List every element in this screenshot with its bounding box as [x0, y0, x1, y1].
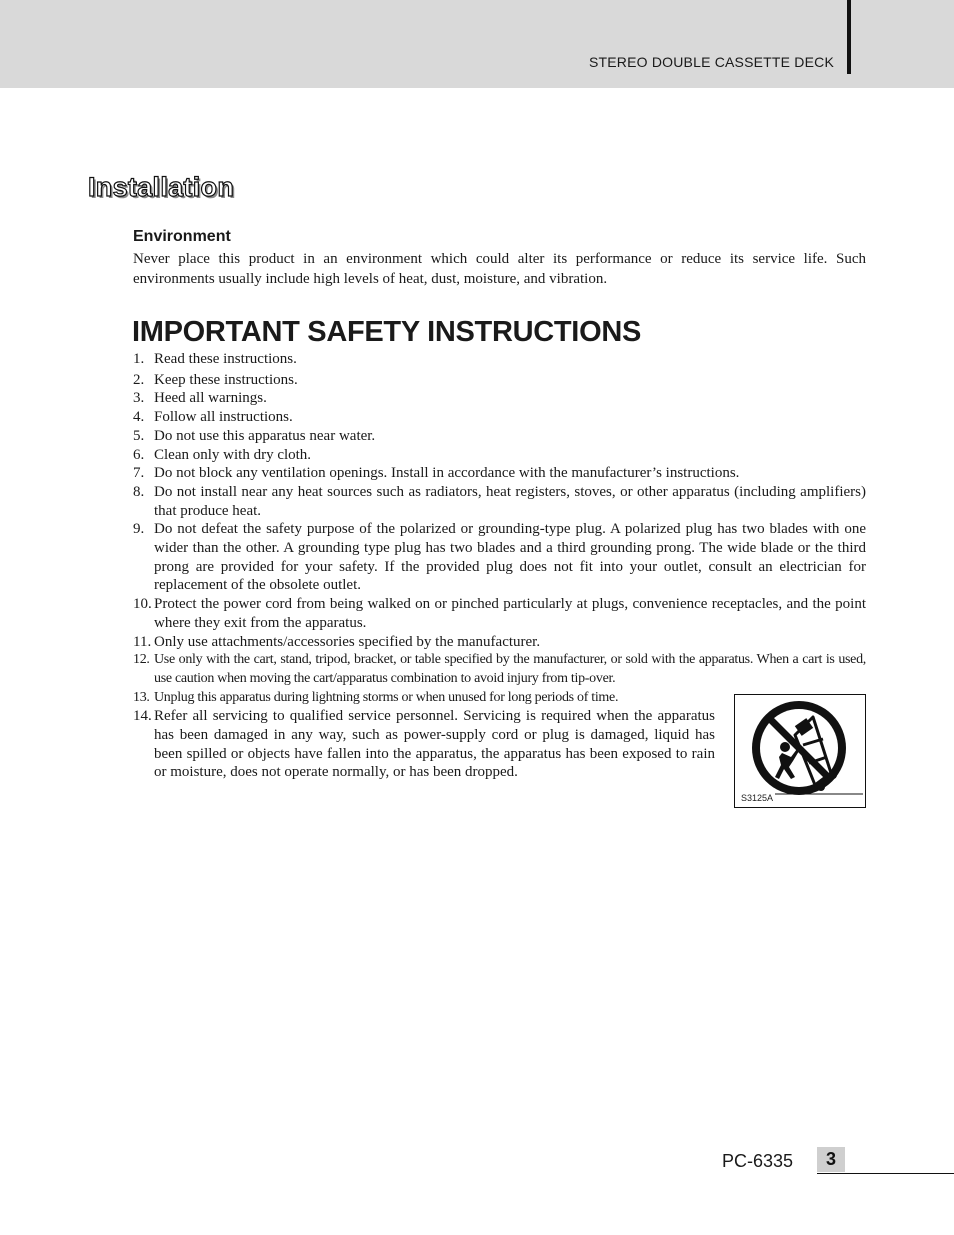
footer-model: PC-6335	[722, 1151, 794, 1171]
environment-text: Never place this product in an environment which could alter its performance or reduce its service life. Such environments usually include high levels of heat, dust, moisture, and vibration.	[133, 251, 866, 287]
header-band	[0, 0, 954, 88]
cart-warning-code: S3125A	[741, 793, 774, 803]
list-item: 6. Clean only with dry cloth.	[133, 446, 312, 463]
header-accent-bar	[847, 0, 851, 74]
section-title-installation: Installation	[88, 172, 235, 202]
list-item: 10. Protect the power cord from being walked on or pinched particularly at plugs, convenience receptacles, and the point where they exit from the apparatus.	[133, 596, 866, 631]
list-item: 14. Refer all servicing to qualified service personnel. Servicing is required when the apparatus has been damaged in any way, such as power-supply cord or plug is damaged, liquid has been spilled or objects have fallen into the apparatus, the apparatus has been exposed to rain or moisture, does not operate normally, or has been dropped.	[133, 708, 715, 781]
page-number: 3	[817, 1147, 845, 1172]
footer-rule	[817, 1173, 954, 1174]
list-item: 1. Read these instructions.	[133, 351, 297, 367]
list-item: 8. Do not install near any heat sources such as radiators, heat registers, stoves, or other apparatus (including amplifiers) that produce heat.	[133, 483, 866, 519]
cart-warning-box	[734, 694, 866, 808]
list-item: 12. Use only with the cart, stand, tripod, bracket, or table specified by the manufacturer, or sold with the apparatus. When a cart is used, use caution when moving the cart/apparatus combination to avoid injury from tip-over.	[133, 652, 866, 686]
list-item: 9. Do not defeat the safety purpose of the polarized or grounding-type plug. A polarized plug has two blades with one wider than the other. A grounding type plug has two blades and a third grounding prong. The wide blade or the third prong are provided for your safety. If the provided plug does not fit into your outlet, consult an electrician for replacement of the obsolete outlet.	[133, 521, 866, 594]
environment-heading: Environment	[133, 228, 231, 245]
list-item: 5. Do not use this apparatus near water.	[133, 427, 376, 444]
list-item: 3. Heed all warnings.	[133, 390, 267, 407]
cart-tipover-warning-icon	[735, 695, 865, 807]
header-title: STEREO DOUBLE CASSETTE DECK	[588, 54, 834, 70]
list-item: 2. Keep these instructions.	[133, 371, 298, 388]
safety-instructions-title: IMPORTANT SAFETY INSTRUCTIONS	[132, 316, 642, 348]
list-item: 11. Only use attachments/accessories specified by the manufacturer.	[133, 633, 541, 650]
list-item: 7. Do not block any ventilation openings. Install in accordance with the manufacturer’s instructions.	[133, 465, 740, 482]
list-item: 13. Unplug this apparatus during lightning storms or when unused for long periods of time.	[133, 689, 619, 705]
list-item: 4. Follow all instructions.	[133, 409, 293, 426]
